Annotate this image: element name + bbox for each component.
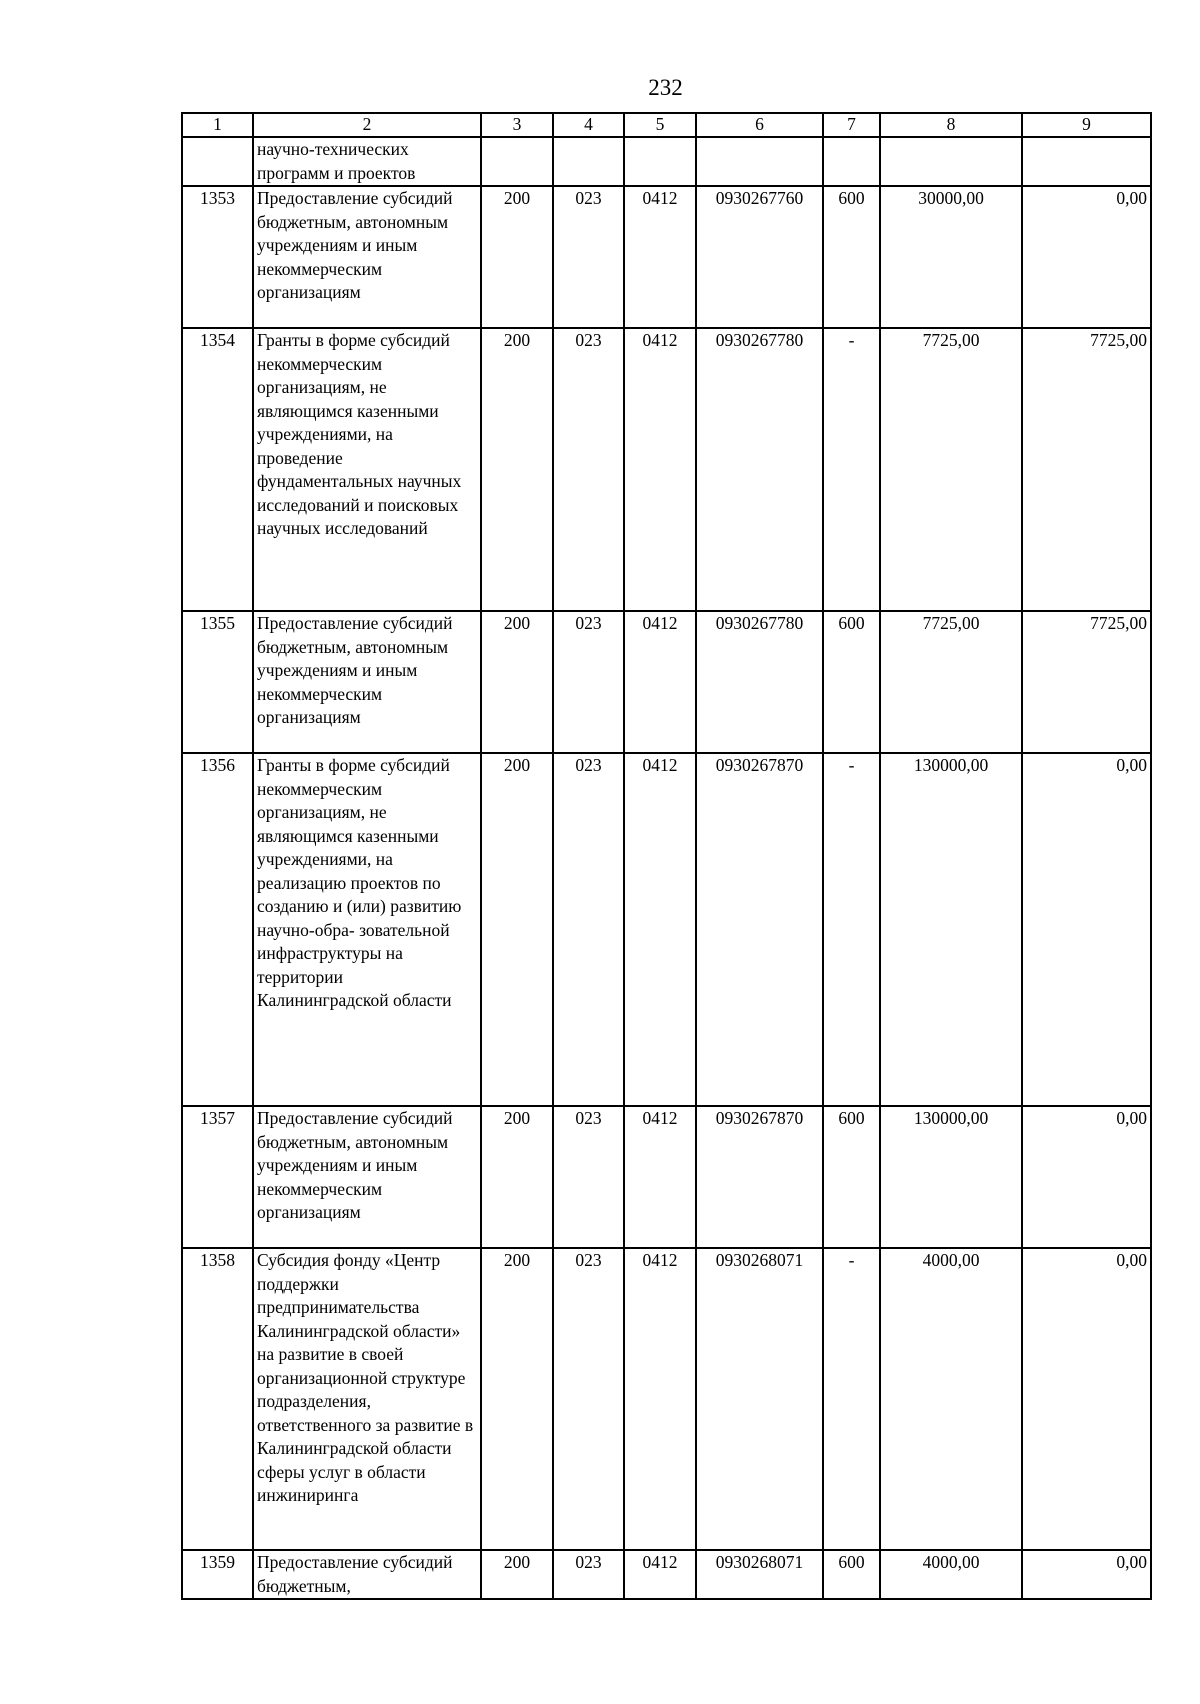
description-cell: Предоставление субсидий бюджетным, автономным учреждениям и иным некоммерческим организациям [253,611,481,753]
code-cell [481,137,553,186]
section-code-cell: 0412 [624,1248,696,1550]
column-number-row [182,113,1151,137]
description-cell: Предоставление субсидий бюджетным, [253,1550,481,1599]
table-row [182,1106,1151,1248]
section-code-cell: 0412 [624,1106,696,1248]
code-cell: 023 [553,753,624,1106]
section-code-cell: 0412 [624,186,696,328]
amount-cell [880,137,1022,186]
description-cell: Предоставление субсидий бюджетным, автономным учреждениям и иным некоммерческим организациям [253,1106,481,1248]
code-cell: 200 [481,1106,553,1248]
amount-cell: 4000,00 [880,1248,1022,1550]
target-code-cell: 0930267780 [696,611,823,753]
code-cell: 023 [553,1550,624,1599]
amount-cell: 130000,00 [880,753,1022,1106]
table-row [182,611,1151,753]
section-code-cell: 0412 [624,328,696,611]
table-row [182,1550,1151,1599]
table-row [182,1248,1151,1550]
column-header: 4 [553,113,624,137]
row-number-cell: 1356 [182,753,253,1106]
section-code-cell: 0412 [624,753,696,1106]
code-cell: 200 [481,1550,553,1599]
amount-cell [1022,137,1151,186]
section-code-cell: 0412 [624,611,696,753]
table-row [182,137,1151,186]
page-number: 232 [648,75,683,100]
column-header: 7 [823,113,880,137]
amount-cell: 7725,00 [1022,328,1151,611]
expense-type-cell [823,137,880,186]
code-cell [553,137,624,186]
expense-type-cell: 600 [823,1550,880,1599]
code-cell: 023 [553,1248,624,1550]
description-cell: Предоставление субсидий бюджетным, автономным учреждениям и иным некоммерческим организациям [253,186,481,328]
table-row [182,186,1151,328]
budget-table [181,112,1152,1600]
row-number-cell: 1359 [182,1550,253,1599]
description-cell: Субсидия фонду «Центр поддержки предпринимательства Калининградской области» на развитие в своей организационной структуре подразделения, ответственного за развитие в Калининградской области сферы услуг в области инжиниринга [253,1248,481,1550]
target-code-cell: 0930267760 [696,186,823,328]
amount-cell: 130000,00 [880,1106,1022,1248]
row-number-cell: 1358 [182,1248,253,1550]
expense-type-cell: 600 [823,186,880,328]
code-cell: 023 [553,328,624,611]
amount-cell: 7725,00 [880,328,1022,611]
code-cell: 023 [553,611,624,753]
amount-cell: 0,00 [1022,1550,1151,1599]
column-header: 9 [1022,113,1151,137]
column-header: 8 [880,113,1022,137]
table-row [182,753,1151,1106]
target-code-cell [696,137,823,186]
column-header: 5 [624,113,696,137]
column-header: 3 [481,113,553,137]
expense-type-cell: - [823,753,880,1106]
table-row [182,328,1151,611]
code-cell: 200 [481,186,553,328]
amount-cell: 7725,00 [1022,611,1151,753]
section-code-cell: 0412 [624,1550,696,1599]
amount-cell: 0,00 [1022,186,1151,328]
amount-cell: 7725,00 [880,611,1022,753]
description-cell: Гранты в форме субсидий некоммерческим организациям, не являющимся казенными учреждениями, на реализацию проектов по созданию и (или) развитию научно-обра- зовательной инфраструктуры на территории Калининградской области [253,753,481,1106]
amount-cell: 30000,00 [880,186,1022,328]
target-code-cell: 0930268071 [696,1248,823,1550]
expense-type-cell: - [823,328,880,611]
row-number-cell: 1357 [182,1106,253,1248]
code-cell: 200 [481,1248,553,1550]
column-header: 6 [696,113,823,137]
description-cell: научно-технических программ и проектов [253,137,481,186]
target-code-cell: 0930268071 [696,1550,823,1599]
code-cell: 200 [481,328,553,611]
expense-type-cell: 600 [823,1106,880,1248]
row-number-cell: 1353 [182,186,253,328]
row-number-cell [182,137,253,186]
description-cell: Гранты в форме субсидий некоммерческим организациям, не являющимся казенными учреждениями, на проведение фундаментальных научных исследований и поисковых научных исследований [253,328,481,611]
column-header: 1 [182,113,253,137]
column-header: 2 [253,113,481,137]
amount-cell: 4000,00 [880,1550,1022,1599]
code-cell: 023 [553,1106,624,1248]
target-code-cell: 0930267870 [696,1106,823,1248]
code-cell: 200 [481,611,553,753]
expense-type-cell: 600 [823,611,880,753]
target-code-cell: 0930267780 [696,328,823,611]
code-cell: 023 [553,186,624,328]
row-number-cell: 1355 [182,611,253,753]
amount-cell: 0,00 [1022,1248,1151,1550]
target-code-cell: 0930267870 [696,753,823,1106]
code-cell: 200 [481,753,553,1106]
section-code-cell [624,137,696,186]
row-number-cell: 1354 [182,328,253,611]
amount-cell: 0,00 [1022,1106,1151,1248]
amount-cell: 0,00 [1022,753,1151,1106]
expense-type-cell: - [823,1248,880,1550]
